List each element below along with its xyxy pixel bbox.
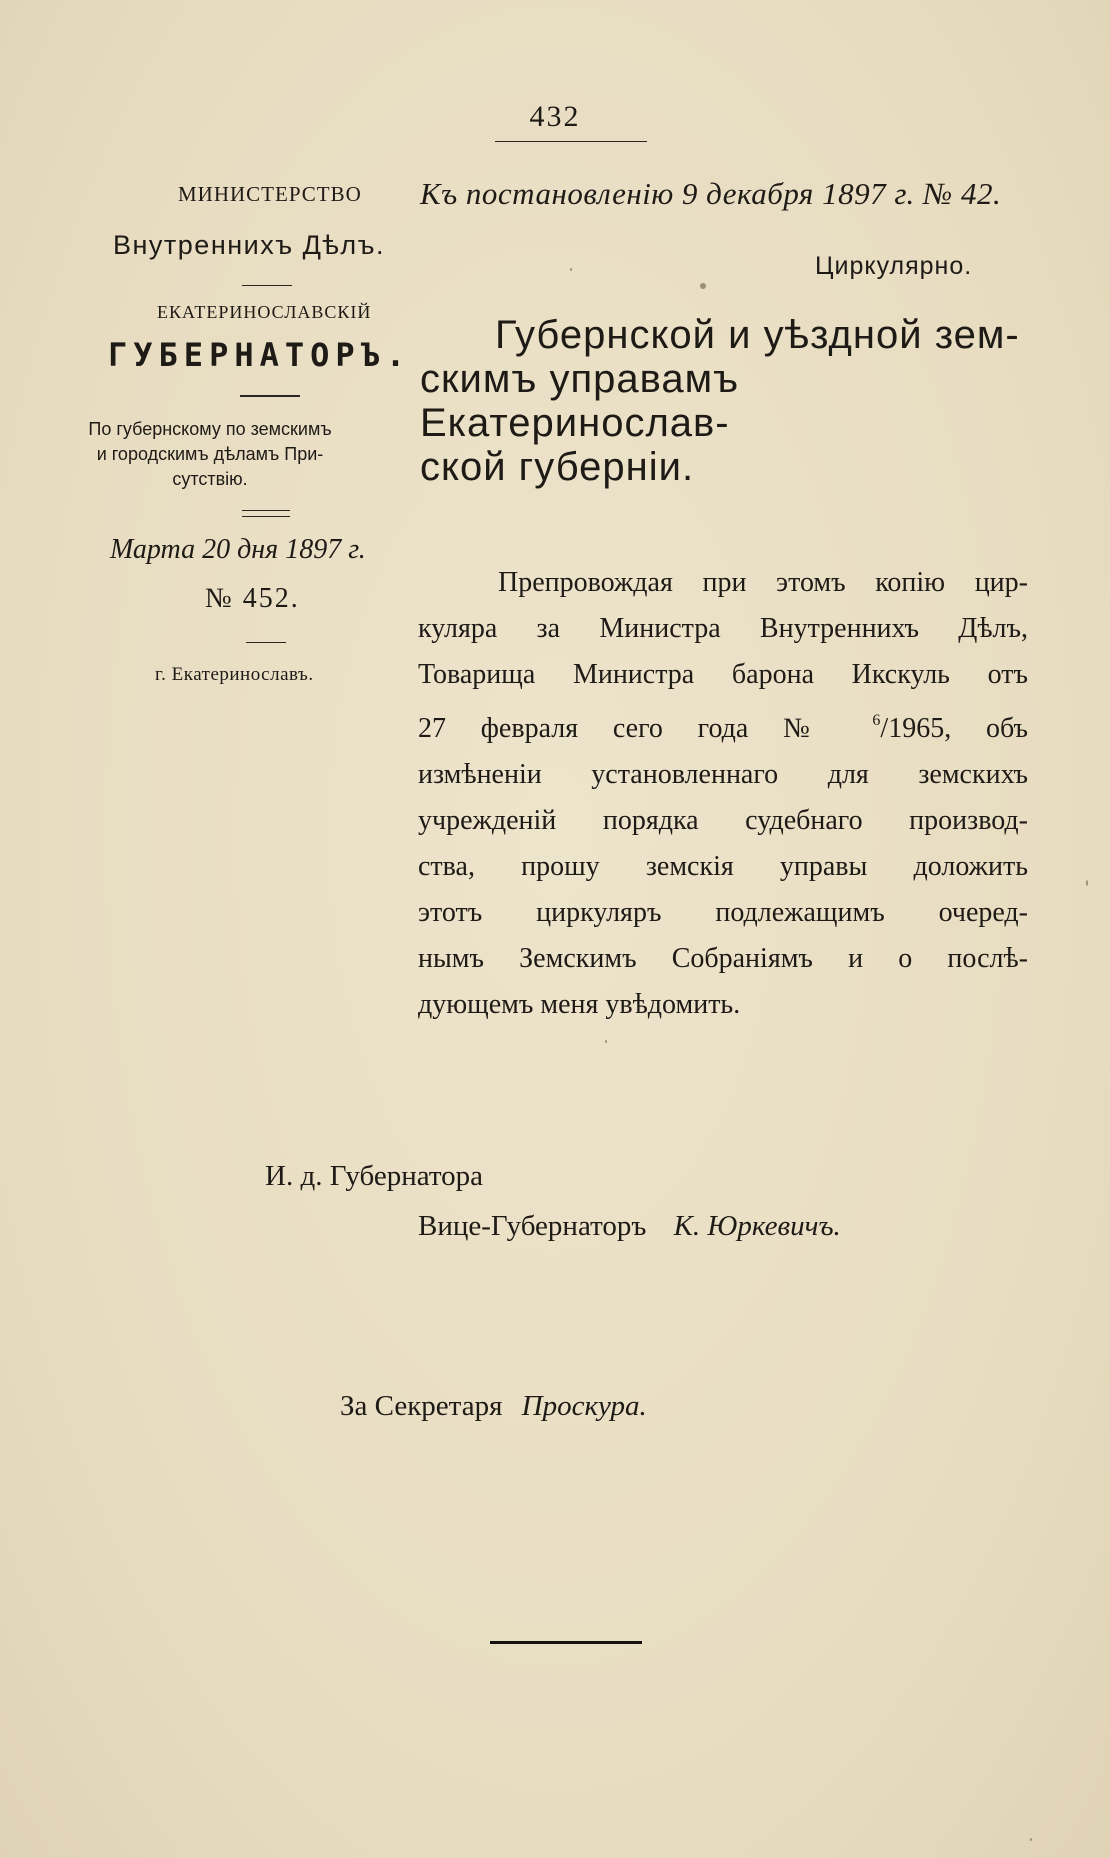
page-number: 432: [529, 100, 581, 133]
body-line: куляра за Министра Внутреннихъ Дѣлъ,: [418, 613, 1028, 644]
presence-line: сутствію.: [172, 469, 248, 489]
double-rule-top: [242, 510, 290, 511]
separator-rule: [242, 285, 292, 286]
circular-label: Циркулярно.: [815, 252, 973, 280]
paper-speck: [1086, 880, 1088, 886]
addressee-line: Губернской и уѣздной зем-: [495, 313, 1020, 357]
body-line: ства, прошу земскія управы доложить: [418, 851, 1028, 882]
document-place: г. Екатеринославъ.: [155, 664, 314, 685]
paper-speck: [1030, 1838, 1032, 1841]
secretary-title: За Секретаря: [340, 1390, 503, 1422]
presence-line: По губернскому по земскимъ: [88, 419, 332, 439]
vice-governor-signature: [418, 1210, 841, 1243]
fraction-numerator: 6: [872, 712, 881, 729]
governor-title: ГУБЕРНАТОРЪ.: [108, 336, 412, 374]
body-line: дующемъ меня увѣдомить.: [418, 989, 741, 1020]
document-date: Марта 20 дня 1897 г.: [110, 534, 366, 565]
bottom-rule: [490, 1641, 642, 1644]
resolution-reference: Къ постановленію 9 декабря 1897 г. № 42.: [420, 176, 1002, 211]
top-rule: [495, 141, 647, 142]
presence-line: и городскимъ дѣламъ При-: [96, 444, 324, 464]
body-line: этотъ циркуляръ подлежащимъ очеред-: [418, 897, 1028, 928]
addressee-line: ской губерніи.: [420, 445, 695, 489]
vice-governor-title: Вице-Губернаторъ: [418, 1210, 647, 1242]
separator-rule: [240, 395, 300, 397]
double-rule-bottom: [242, 516, 290, 517]
presence-department: [0, 417, 420, 492]
paper-speck: [570, 268, 572, 271]
paper-speck: [700, 283, 706, 289]
separator-rule: [246, 642, 286, 643]
secretary-signature: [340, 1390, 647, 1423]
body-line: измѣненіи установленнаго для земскихъ: [418, 759, 1028, 790]
body-line: нымъ Земскимъ Собраніямъ и о послѣ-: [418, 943, 1028, 974]
document-number: № 452.: [205, 583, 300, 614]
body-line-end: , объ: [944, 713, 1029, 744]
ministry-label: МИНИСТЕРСТВО: [178, 182, 362, 206]
body-line: Препровождая при этомъ копію цир-: [498, 567, 1028, 598]
addressee-line: скимъ управамъ Екатеринослав-: [420, 357, 740, 445]
vice-governor-name: К. Юркевичъ.: [673, 1210, 841, 1242]
acting-governor-signature: И. д. Губернатора: [265, 1160, 484, 1192]
body-paragraph: [418, 560, 1028, 1028]
fraction-denominator: /1965: [880, 713, 945, 744]
ministry-name: Внутреннихъ Дѣлъ.: [113, 230, 386, 260]
body-line: учрежденій порядка судебнаго производ-: [418, 805, 1028, 836]
body-line: Товарища Министра барона Икскуль отъ: [418, 659, 1028, 690]
body-line-start: 27 февраля сего года №: [418, 713, 838, 744]
body-line-with-fraction: [418, 698, 1028, 752]
secretary-name: Проскура.: [521, 1390, 647, 1422]
addressee: [420, 313, 1030, 489]
paper-speck: [605, 1040, 607, 1043]
governor-label: ЕКАТЕРИНОСЛАВСКІЙ: [157, 302, 372, 322]
